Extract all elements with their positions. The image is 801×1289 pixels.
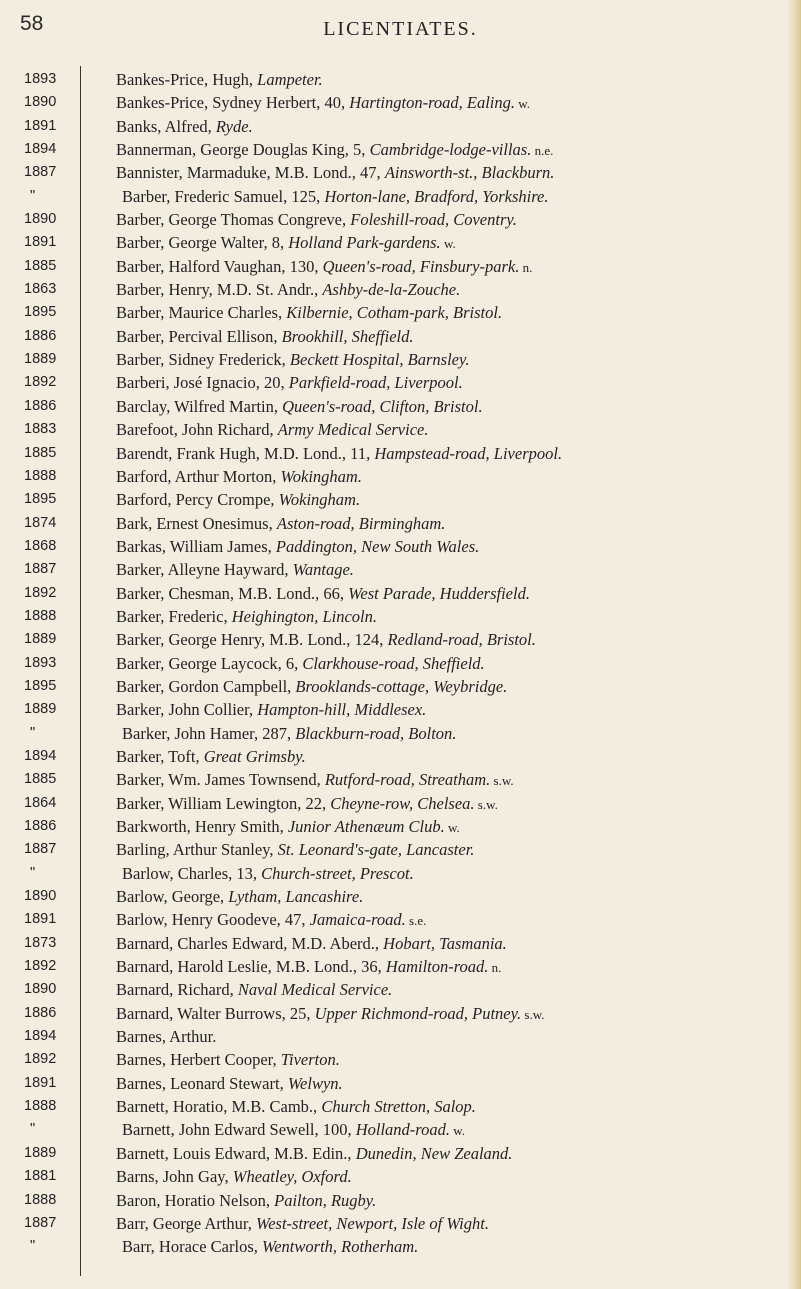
entry-district: n. (488, 960, 502, 976)
entry-text (89, 1048, 340, 1071)
entry-address: Hamilton-road. (385, 957, 489, 977)
entry-year: 1891 (24, 117, 57, 134)
entry-year: " (30, 864, 36, 881)
entry-address: Clarkhouse-road, Sheffield. (302, 653, 485, 673)
entry-text (89, 605, 377, 628)
list-item (0, 955, 801, 978)
entry-address: Church-street, Prescot. (261, 863, 414, 883)
entry-year: 1887 (24, 561, 57, 578)
entry-year: 1895 (24, 304, 57, 321)
entry-text (89, 745, 306, 768)
list-item (0, 91, 801, 114)
list-item (0, 698, 801, 721)
entry-year: 1887 (24, 1214, 57, 1231)
entry-year: 1890 (24, 981, 57, 998)
entry-year: 1894 (24, 1028, 57, 1045)
list-item (0, 582, 801, 605)
entry-year: " (30, 187, 36, 204)
entry-address: Ryde. (215, 116, 253, 136)
list-item (0, 1189, 801, 1212)
entry-address: Wokingham. (280, 466, 362, 486)
entry-text (89, 628, 536, 651)
entry-name: Barber, George Thomas Congreve, (116, 210, 351, 230)
entry-name: Barnard, Richard, (116, 980, 238, 1000)
list-item (0, 325, 801, 348)
entry-name: Barling, Arthur Stanley, (116, 840, 278, 860)
list-item (0, 838, 801, 861)
entry-year: 1881 (24, 1168, 57, 1185)
entry-year: " (30, 1238, 36, 1255)
list-item (0, 652, 801, 675)
list-item (0, 301, 801, 324)
entry-text (89, 558, 354, 581)
list-item (0, 1165, 801, 1188)
entry-text (89, 955, 501, 978)
entry-year: 1889 (24, 351, 57, 368)
entry-name: Barker, Chesman, M.B. Lond., 66, (116, 583, 349, 603)
entry-name: Barberi, José Ignacio, 20, (116, 373, 289, 393)
entry-text (89, 1002, 545, 1025)
entry-address: Brooklands-cottage, Weybridge. (295, 676, 508, 696)
list-item (0, 138, 801, 161)
entry-text (89, 838, 474, 861)
entry-year: 1889 (24, 631, 57, 648)
entry-year: 1886 (24, 818, 57, 834)
entry-year: 1891 (24, 911, 57, 928)
entry-year: 1885 (24, 771, 57, 788)
entry-address: Holland Park-gardens. (288, 233, 441, 253)
entry-year: 1894 (24, 747, 57, 764)
entry-name: Barlow, George, (116, 887, 229, 907)
entry-year: " (30, 1121, 36, 1138)
entry-text (89, 161, 554, 184)
entry-year: 1889 (24, 1144, 57, 1161)
entry-address: Hobart, Tasmania. (383, 933, 507, 953)
entry-text (89, 418, 429, 441)
entry-name: Barnes, Arthur. (116, 1027, 217, 1047)
list-item (0, 68, 801, 91)
entry-district: w. (444, 820, 460, 835)
entry-name: Barnard, Harold Leslie, M.B. Lond., 36, (116, 957, 386, 977)
entry-text (89, 652, 485, 675)
list-item (0, 1025, 801, 1048)
list-item (0, 442, 801, 465)
list-item (0, 465, 801, 488)
entry-name: Barker, Gordon Campbell, (116, 676, 296, 696)
list-item (0, 395, 801, 418)
entry-name: Barr, Horace Carlos, (122, 1237, 262, 1257)
list-item (0, 605, 801, 628)
entry-address: Rutford-road, Streatham. (324, 770, 491, 790)
list-item (0, 348, 801, 371)
entry-text (89, 1142, 512, 1165)
list-item (0, 231, 801, 254)
entry-district: s.e. (405, 913, 427, 929)
entry-text (89, 1072, 343, 1095)
entry-year: 1883 (24, 421, 57, 438)
entry-text (89, 255, 532, 278)
entry-text (89, 68, 323, 91)
entry-address: Great Grimsby. (203, 746, 306, 766)
entry-address: Cambridge-lodge-villas. (369, 140, 532, 160)
entry-address: Hartington-road, Ealing. (349, 93, 515, 113)
entry-address: Hampton-hill, Middlesex. (257, 700, 427, 720)
entry-text (89, 115, 253, 138)
entry-name: Barber, Maurice Charles, (116, 303, 287, 323)
entry-name: Barber, Frederic Samuel, 125, (122, 186, 325, 206)
list-item (0, 512, 801, 535)
entry-text (89, 698, 426, 721)
entry-year: 1892 (24, 958, 57, 975)
entry-name: Barker, George Laycock, 6, (116, 653, 303, 673)
entry-text (89, 535, 479, 558)
entry-address: Ashby-de-la-Zouche. (322, 280, 461, 300)
entry-address: Lampeter. (257, 70, 323, 89)
list-item (0, 278, 801, 301)
entry-text (89, 465, 362, 488)
entry-district: w. (515, 96, 531, 112)
entry-district: s.w. (474, 796, 498, 812)
list-item (0, 815, 801, 838)
entry-district: w. (440, 236, 456, 252)
entry-name: Barber, George Walter, 8, (116, 233, 289, 253)
entry-text (89, 582, 530, 605)
entry-address: Church Stretton, Salop. (321, 1097, 476, 1117)
list-item (0, 908, 801, 931)
entry-year: 1888 (24, 467, 57, 484)
list-item (0, 722, 801, 745)
entry-text (89, 442, 562, 465)
entry-name: Banks, Alfred, (116, 116, 216, 136)
entry-year: 1890 (24, 888, 57, 905)
entry-year: 1886 (24, 397, 57, 414)
entry-year: 1890 (24, 94, 57, 111)
entry-text (89, 208, 517, 231)
entry-name: Barker, Toft, (116, 746, 204, 766)
entry-name: Barnett, Louis Edward, M.B. Edin., (116, 1143, 356, 1163)
entry-year: 1885 (24, 257, 57, 274)
list-item (0, 418, 801, 441)
entry-text (89, 488, 360, 511)
entry-name: Barber, Percival Ellison, (116, 326, 282, 346)
list-item (0, 932, 801, 955)
entry-year: 1888 (24, 607, 57, 624)
entry-text (89, 138, 553, 161)
entry-name: Barnett, John Edward Sewell, 100, (122, 1120, 356, 1140)
list-item (0, 371, 801, 394)
entry-district: n. (519, 259, 533, 275)
list-item (0, 1002, 801, 1025)
entry-year: 1863 (24, 281, 57, 298)
entry-address: St. Leonard's-gate, Lancaster. (277, 840, 475, 860)
entry-name: Barker, Frederic, (116, 606, 232, 626)
entry-text (89, 1095, 476, 1118)
entry-year: 1893 (24, 71, 57, 87)
entry-name: Barker, John Hamer, 287, (122, 723, 296, 743)
entry-address: West-street, Newport, Isle of Wight. (255, 1213, 489, 1233)
entry-address: Ainsworth-st., Blackburn. (384, 163, 555, 183)
entry-text (89, 885, 363, 908)
entry-text (89, 1212, 489, 1235)
entry-address: Dunedin, New Zealand. (355, 1143, 513, 1163)
entry-year: 1889 (24, 701, 57, 718)
entry-address: Wentworth, Rotherham. (262, 1237, 419, 1257)
entry-name: Barns, John Gay, (116, 1167, 233, 1187)
entry-year: 1892 (24, 374, 57, 391)
entry-year: 1892 (24, 584, 57, 601)
entry-text (89, 815, 460, 838)
entry-address: Paddington, New South Wales. (275, 536, 480, 556)
entry-name: Barber, Henry, M.D. St. Andr., (116, 280, 323, 300)
entry-year: 1885 (24, 444, 57, 461)
entry-year: 1895 (24, 677, 57, 694)
entry-text (89, 301, 502, 324)
entry-name: Barker, George Henry, M.B. Lond., 124, (116, 630, 388, 650)
entry-text (95, 185, 548, 208)
entry-year: 1887 (24, 841, 57, 858)
entry-address: Redland-road, Bristol. (387, 630, 536, 650)
list-item (0, 675, 801, 698)
list-item (0, 978, 801, 1001)
list-item (0, 792, 801, 815)
entry-address: Wantage. (292, 560, 354, 580)
list-item (0, 1095, 801, 1118)
entry-year: 1874 (24, 514, 57, 531)
entry-address: Beckett Hospital, Barnsley. (289, 350, 470, 370)
entry-address: Wheatley, Oxford. (232, 1167, 352, 1187)
list-item (0, 768, 801, 791)
entry-district: s.w. (490, 773, 514, 789)
list-item (0, 488, 801, 511)
page-edge (787, 0, 801, 1289)
entry-text (89, 512, 445, 535)
entry-text (89, 932, 507, 955)
entry-year: 1891 (24, 1074, 57, 1091)
list-item (0, 628, 801, 651)
entry-address: Naval Medical Service. (237, 980, 393, 1000)
entry-year: 1886 (24, 327, 57, 344)
entry-address: Jamaica-road. (309, 910, 406, 930)
entry-year: 1893 (24, 654, 57, 671)
entry-year: 1888 (24, 1191, 57, 1208)
entry-text (89, 395, 483, 418)
entry-address: Foleshill-road, Coventry. (350, 210, 517, 230)
entry-text (89, 1025, 216, 1048)
entry-name: Barendt, Frank Hugh, M.D. Lond., 11, (116, 443, 375, 463)
entry-year: 1864 (24, 794, 57, 811)
entry-address: Wokingham. (278, 490, 361, 510)
entry-text (89, 231, 456, 254)
entry-year: 1873 (24, 934, 57, 951)
entry-address: Blackburn-road, Bolton. (295, 723, 457, 743)
entry-district: w. (449, 1123, 466, 1139)
list-item (0, 185, 801, 208)
entry-text (89, 1189, 376, 1212)
entry-address: Lytham, Lancashire. (228, 887, 364, 907)
entry-address: Brookhill, Sheffield. (281, 326, 414, 346)
entry-address: Parkfield-road, Liverpool. (288, 373, 463, 393)
entry-address: Upper Richmond-road, Putney. (314, 1003, 522, 1023)
list-item (0, 535, 801, 558)
entry-year: 1888 (24, 1098, 57, 1115)
entry-address: Cheyne-row, Chelsea. (330, 793, 475, 813)
entry-year: 1887 (24, 164, 57, 181)
list-item (0, 1118, 801, 1141)
entry-address: Tiverton. (280, 1050, 340, 1070)
entry-name: Barclay, Wilfred Martin, (116, 396, 283, 416)
entry-name: Barlow, Charles, 13, (122, 863, 262, 883)
entry-text (89, 792, 498, 815)
entry-name: Bannister, Marmaduke, M.B. Lond., 47, (116, 163, 385, 183)
licentiates-list (0, 68, 801, 1259)
entry-address: West Parade, Huddersfield. (348, 583, 530, 603)
entry-year: 1892 (24, 1051, 57, 1068)
entry-address: Pailton, Rugby. (274, 1190, 377, 1210)
list-item (0, 1048, 801, 1071)
list-item (0, 161, 801, 184)
entry-text (89, 1165, 352, 1188)
entry-address: Horton-lane, Bradford, Yorkshire. (324, 186, 549, 206)
entry-text (89, 278, 460, 301)
entry-name: Barnett, Horatio, M.B. Camb., (116, 1097, 322, 1117)
entry-name: Barker, Wm. James Townsend, (116, 770, 325, 790)
entry-year: 1891 (24, 234, 57, 251)
entry-name: Barlow, Henry Goodeve, 47, (116, 910, 310, 930)
entry-text (89, 768, 514, 791)
entry-address: Army Medical Service. (277, 420, 429, 440)
list-item (0, 1235, 801, 1258)
entry-name: Barkas, William James, (116, 536, 276, 556)
entry-name: Barford, Arthur Morton, (116, 466, 281, 486)
entry-text (89, 371, 463, 394)
list-item (0, 255, 801, 278)
entry-address: Heighington, Lincoln. (231, 606, 377, 626)
entry-name: Barnard, Charles Edward, M.D. Aberd., (116, 933, 384, 953)
entry-name: Barker, Alleyne Hayward, (116, 560, 293, 580)
entry-name: Barber, Sidney Frederick, (116, 350, 290, 370)
entry-year: 1868 (24, 537, 57, 554)
entry-year: " (30, 724, 36, 741)
list-item (0, 1142, 801, 1165)
entry-address: Queen's-road, Clifton, Bristol. (282, 396, 483, 416)
entry-text (95, 1118, 465, 1141)
entry-address: Welwyn. (287, 1073, 343, 1093)
entry-name: Barnes, Herbert Cooper, (116, 1050, 281, 1070)
entry-name: Bannerman, George Douglas King, 5, (116, 140, 370, 160)
list-item (0, 1212, 801, 1235)
entry-text (95, 722, 456, 745)
entry-name: Bankes-Price, Sydney Herbert, 40, (116, 93, 350, 113)
list-item (0, 885, 801, 908)
entry-name: Barr, George Arthur, (116, 1213, 256, 1233)
entry-name: Barnard, Walter Burrows, 25, (116, 1003, 315, 1023)
entry-district: s.w. (521, 1006, 545, 1022)
page-header: LICENTIATES. (323, 18, 478, 40)
list-item (0, 208, 801, 231)
entry-year: 1890 (24, 211, 57, 228)
list-item (0, 1072, 801, 1095)
entry-text (89, 348, 470, 371)
entry-text (89, 325, 414, 348)
entry-text (89, 91, 530, 114)
entry-district: n.e. (531, 143, 554, 159)
entry-name: Barkworth, Henry Smith, (116, 817, 288, 836)
entry-text (95, 862, 414, 885)
entry-name: Barker, William Lewington, 22, (116, 793, 331, 813)
entry-address: Aston-road, Birmingham. (276, 513, 446, 533)
entry-name: Barber, Halford Vaughan, 130, (116, 256, 323, 276)
entry-name: Baron, Horatio Nelson, (116, 1190, 275, 1210)
entry-text (89, 978, 392, 1001)
entry-address: Hampstead-road, Liverpool. (374, 443, 563, 463)
list-item (0, 862, 801, 885)
list-item (0, 745, 801, 768)
list-item (0, 115, 801, 138)
entry-year: 1894 (24, 141, 57, 158)
entry-address: Queen's-road, Finsbury-park. (322, 256, 520, 276)
entry-name: Bark, Ernest Onesimus, (116, 513, 277, 533)
page-number: 58 (20, 12, 44, 35)
entry-name: Barker, John Collier, (116, 700, 258, 720)
entry-name: Barnes, Leonard Stewart, (116, 1073, 288, 1093)
entry-address: Junior Athenæum Club. (287, 817, 445, 836)
entry-year: 1895 (24, 491, 57, 508)
list-item (0, 558, 801, 581)
entry-text (95, 1235, 418, 1258)
entry-text (89, 675, 507, 698)
entry-address: Kilbernie, Cotham-park, Bristol. (286, 303, 503, 323)
entry-text (89, 908, 426, 931)
entry-address: Holland-road. (355, 1120, 450, 1140)
entry-name: Barefoot, John Richard, (116, 420, 278, 440)
entry-year: 1886 (24, 1004, 57, 1021)
entry-name: Bankes-Price, Hugh, (116, 70, 258, 89)
entry-name: Barford, Percy Crompe, (116, 490, 279, 510)
